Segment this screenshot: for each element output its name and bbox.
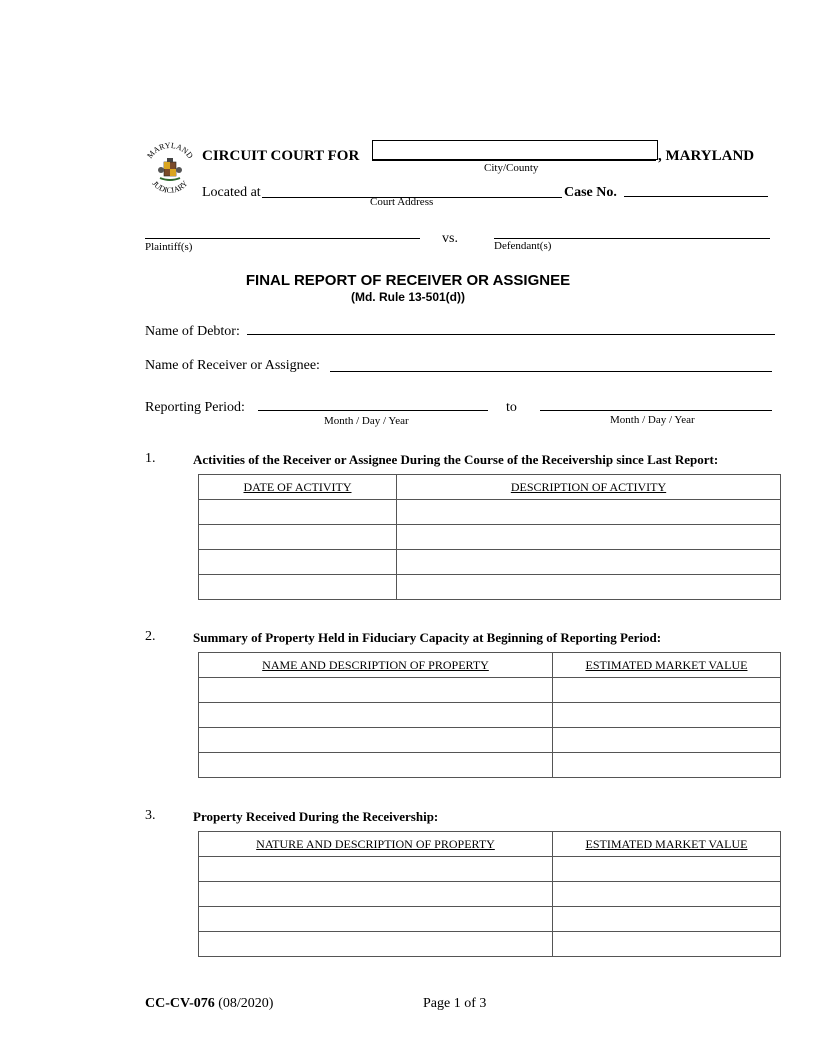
table-row [199,703,781,728]
table-cell[interactable] [397,575,781,600]
column-header: NAME AND DESCRIPTION OF PROPERTY [199,653,553,678]
table-header-row [199,475,781,500]
reporting-start-caption: Month / Day / Year [324,415,409,427]
table-cell[interactable] [553,882,781,907]
table-cell[interactable] [397,550,781,575]
table-cell[interactable] [199,753,553,778]
form-number: CC-CV-076 [145,996,215,1011]
activities-table [198,474,781,600]
name-of-receiver-input[interactable] [330,371,772,372]
page-number: Page 1 of 3 [423,996,487,1011]
defendant-caption: Defendant(s) [494,240,552,252]
reporting-end-input[interactable] [540,410,772,411]
table-row [199,753,781,778]
table-cell[interactable] [553,753,781,778]
reporting-start-input[interactable] [258,410,488,411]
table-row [199,728,781,753]
table-header-row [199,832,781,857]
table-cell[interactable] [199,500,397,525]
column-header: NATURE AND DESCRIPTION OF PROPERTY [199,832,553,857]
table-row [199,550,781,575]
table-cell[interactable] [397,525,781,550]
table-cell[interactable] [199,550,397,575]
section-2-title: Summary of Property Held in Fiduciary Capacity at Beginning of Reporting Period: [193,630,662,645]
table-row [199,882,781,907]
table-cell[interactable] [199,882,553,907]
table-cell[interactable] [199,907,553,932]
table-row [199,907,781,932]
table-cell[interactable] [199,857,553,882]
plaintiff-caption: Plaintiff(s) [145,241,193,253]
table-cell[interactable] [397,500,781,525]
table-row [199,500,781,525]
court-address-caption: Court Address [370,196,434,208]
table-cell[interactable] [199,575,397,600]
table-row [199,678,781,703]
reporting-period-label: Reporting Period: [145,400,245,415]
table-cell[interactable] [553,728,781,753]
case-no-label: Case No. [564,185,617,200]
table-cell[interactable] [553,678,781,703]
column-header: DESCRIPTION OF ACTIVITY [397,475,781,500]
table-cell[interactable] [199,932,553,957]
table-cell[interactable] [553,907,781,932]
form-id [145,996,273,1012]
document-subtitle: (Md. Rule 13-501(d)) [350,290,465,304]
name-of-debtor-label: Name of Debtor: [145,324,240,339]
table-cell[interactable] [553,857,781,882]
table-row [199,575,781,600]
name-of-receiver-label: Name of Receiver or Assignee: [145,358,320,373]
section-1-number: 1. [145,451,156,466]
maryland-judiciary-seal [140,140,200,206]
circuit-court-label: CIRCUIT COURT FOR [202,148,360,164]
table-cell[interactable] [553,703,781,728]
column-header: DATE OF ACTIVITY [199,475,397,500]
reporting-end-caption: Month / Day / Year [610,414,695,426]
plaintiff-input[interactable] [145,238,420,239]
name-of-debtor-input[interactable] [247,334,775,335]
city-county-caption: City/County [484,162,539,174]
defendant-input[interactable] [494,238,770,239]
table-row [199,525,781,550]
reporting-to-label: to [506,400,517,415]
document-title: FINAL REPORT OF RECEIVER OR ASSIGNEE [245,272,571,289]
column-header: ESTIMATED MARKET VALUE [553,832,781,857]
property-received-table [198,831,781,957]
form-date: (08/2020) [214,996,274,1011]
table-row [199,857,781,882]
section-3-title: Property Received During the Receivership: [193,809,439,824]
table-cell[interactable] [199,525,397,550]
case-no-input[interactable] [624,196,768,197]
table-cell[interactable] [199,703,553,728]
city-county-input[interactable] [372,140,658,160]
section-1-title: Activities of the Receiver or Assignee During the Course of the Receivership since Last Report: [193,452,719,467]
svg-text:JUDICIARY: JUDICIARY [150,178,190,195]
svg-text:MARYLAND: MARYLAND [145,140,195,161]
table-cell[interactable] [199,678,553,703]
property-held-table [198,652,781,778]
vs-label: vs. [442,231,458,246]
section-2-number: 2. [145,629,156,644]
located-at-label: Located at [202,185,261,200]
city-county-line [372,160,656,161]
table-cell[interactable] [199,728,553,753]
table-row [199,932,781,957]
section-3-number: 3. [145,808,156,823]
column-header: ESTIMATED MARKET VALUE [553,653,781,678]
table-header-row [199,653,781,678]
maryland-label: , MARYLAND [658,148,755,164]
table-cell[interactable] [553,932,781,957]
